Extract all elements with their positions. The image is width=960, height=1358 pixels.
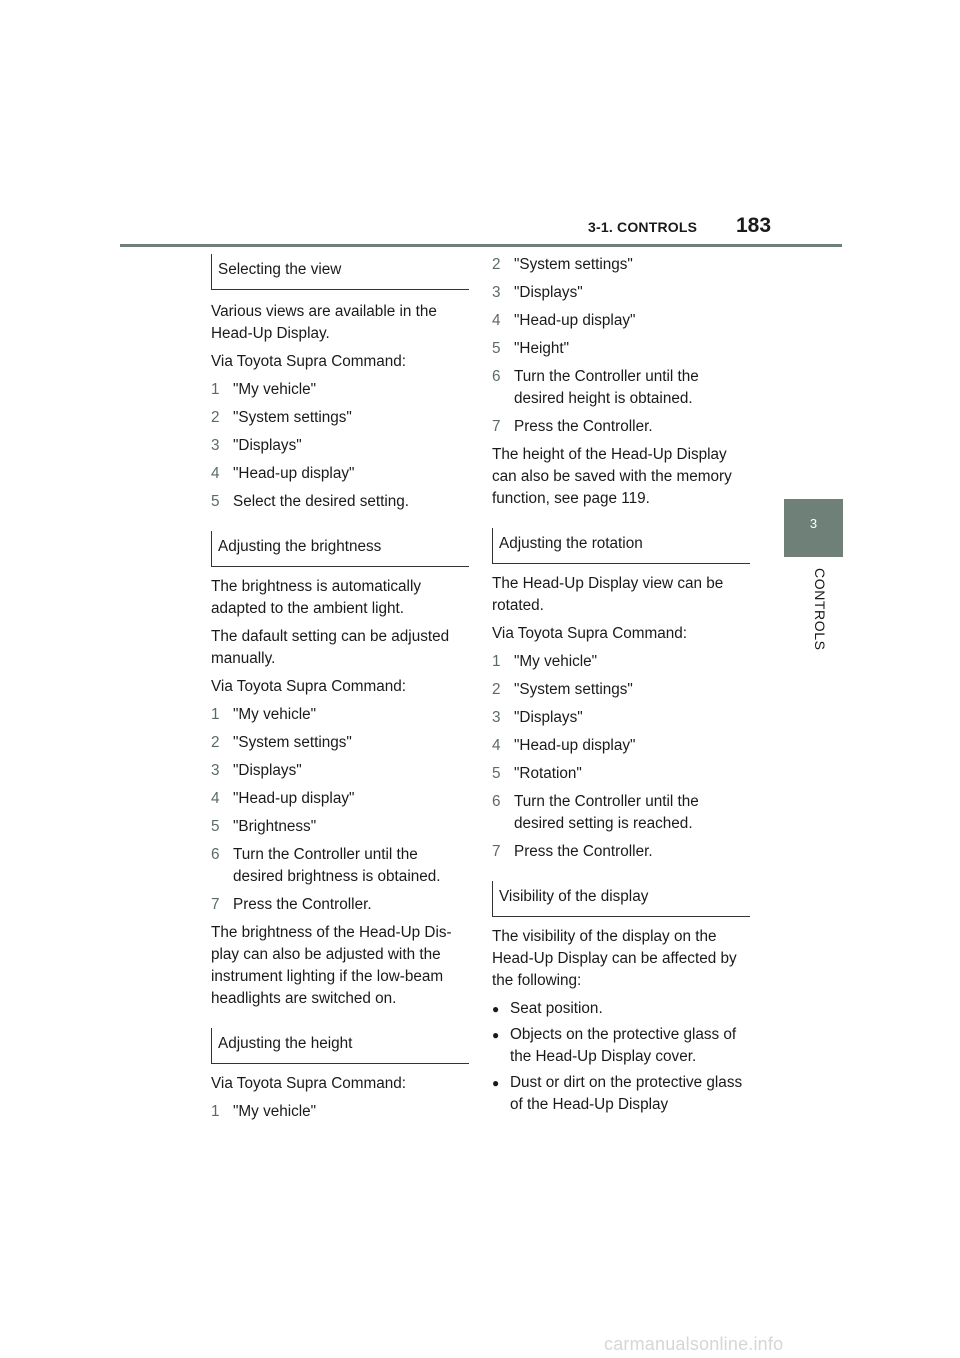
page-number: 183: [736, 214, 772, 237]
section-heading-brightness: Adjusting the brightness: [211, 531, 469, 567]
step-text: "Head-up display": [514, 737, 636, 754]
section-heading-height: Adjusting the height: [211, 1028, 469, 1064]
step-item: [492, 310, 750, 332]
step-text: Press the Controller.: [514, 418, 653, 435]
step-item: [492, 735, 750, 757]
step-text: "Rotation": [514, 765, 582, 782]
bullet-item: [492, 1072, 750, 1116]
step-item: [492, 254, 750, 276]
paragraph: Various views are available in the Head-Up Display.: [211, 303, 437, 342]
step-number: 5: [211, 818, 220, 835]
step-number: 2: [211, 409, 220, 426]
paragraph: The visibility of the display on the Head-Up Display can be affected by the following:: [492, 928, 737, 989]
step-text: "My vehicle": [233, 706, 317, 723]
step-item: [492, 791, 750, 835]
step-number: 5: [211, 493, 220, 510]
step-text: "Displays": [233, 437, 302, 454]
chapter-label: CONTROLS: [812, 568, 828, 651]
step-text: "Displays": [233, 762, 302, 779]
step-text: Press the Controller.: [233, 896, 372, 913]
bullet-item: [492, 998, 750, 1020]
paragraph: The dafault setting can be adjusted manually.: [211, 628, 450, 667]
bullet-text: Seat position.: [510, 1000, 603, 1017]
paragraph: Via Toyota Supra Command:: [492, 625, 688, 642]
step-number: 2: [211, 734, 220, 751]
step-list-height-continued: [492, 254, 750, 438]
step-text: Select the desired setting.: [233, 493, 410, 510]
step-item: [492, 416, 750, 438]
step-item: [492, 841, 750, 863]
step-item: [492, 679, 750, 701]
step-number: 6: [492, 793, 501, 810]
step-number: 1: [492, 653, 501, 670]
step-item: [211, 816, 469, 838]
step-number: 7: [211, 896, 220, 913]
step-text: Press the Controller.: [514, 843, 653, 860]
step-number: 4: [211, 790, 220, 807]
header-section-title: 3-1. CONTROLS: [588, 219, 698, 235]
step-number: 7: [492, 418, 501, 435]
left-column: [211, 254, 469, 1129]
step-text: "My vehicle": [233, 381, 317, 398]
step-text: "System settings": [233, 409, 352, 426]
chapter-tab: [784, 499, 843, 557]
step-list-view: [211, 379, 469, 513]
step-number: 3: [492, 284, 501, 301]
step-text: "System settings": [514, 256, 633, 273]
step-text: "My vehicle": [233, 1103, 317, 1120]
step-number: 3: [211, 762, 220, 779]
step-number: 4: [211, 465, 220, 482]
step-text: "Displays": [514, 284, 583, 301]
paragraph: Via Toyota Supra Command:: [211, 678, 407, 695]
step-number: 4: [492, 312, 501, 329]
step-item: [211, 491, 469, 513]
bullet-icon: ●: [492, 1002, 500, 1016]
step-item: [492, 338, 750, 360]
paragraph: The brightness of the Head-Up Dis-play can also be adjusted with the instrument lighting if the low-beam headlights are switched on.: [211, 924, 452, 1007]
step-item: [492, 366, 750, 410]
step-item: [211, 760, 469, 782]
step-number: 4: [492, 737, 501, 754]
section-heading-visibility: Visibility of the display: [492, 881, 750, 917]
step-text: Turn the Controller until the desired setting is reached.: [514, 793, 699, 832]
bullet-list-visibility: [492, 998, 750, 1116]
step-number: 1: [211, 381, 220, 398]
step-item: [211, 788, 469, 810]
bullet-item: [492, 1024, 750, 1068]
step-text: "System settings": [233, 734, 352, 751]
step-text: "My vehicle": [514, 653, 598, 670]
step-item: [211, 894, 469, 916]
step-list-brightness: [211, 704, 469, 916]
paragraph: Via Toyota Supra Command:: [211, 1075, 407, 1092]
step-text: "Brightness": [233, 818, 317, 835]
right-column: [492, 254, 750, 1120]
step-item: [211, 732, 469, 754]
step-text: "Head-up display": [514, 312, 636, 329]
step-number: 3: [492, 709, 501, 726]
section-heading-view: Selecting the view: [211, 254, 469, 290]
step-number: 7: [492, 843, 501, 860]
paragraph: The height of the Head-Up Display can also be saved with the memory function, see page 119.: [492, 446, 732, 507]
step-number: 1: [211, 706, 220, 723]
step-item: [492, 651, 750, 673]
step-item: [211, 463, 469, 485]
step-number: 3: [211, 437, 220, 454]
bullet-text: Objects on the protective glass of the Head-Up Display cover.: [510, 1026, 737, 1065]
step-item: [492, 763, 750, 785]
step-number: 6: [492, 368, 501, 385]
step-item: [211, 704, 469, 726]
step-number: 5: [492, 340, 501, 357]
step-text: "Head-up display": [233, 465, 355, 482]
step-text: "Head-up display": [233, 790, 355, 807]
paragraph: The brightness is automatically adapted to the ambient light.: [211, 578, 422, 617]
watermark: carmanualsonline.info: [604, 1334, 784, 1354]
step-text: Turn the Controller until the desired height is obtained.: [514, 368, 699, 407]
bullet-icon: ●: [492, 1028, 500, 1042]
chapter-number: 3: [809, 516, 818, 531]
step-list-height: [211, 1101, 469, 1123]
step-item: [492, 707, 750, 729]
header-rule: [120, 244, 842, 247]
step-text: "Height": [514, 340, 570, 357]
step-item: [211, 379, 469, 401]
step-number: 2: [492, 681, 501, 698]
step-number: 1: [211, 1103, 220, 1120]
step-number: 6: [211, 846, 220, 863]
step-item: [211, 844, 469, 888]
step-item: [492, 282, 750, 304]
bullet-text: Dust or dirt on the protective glass of the Head-Up Display: [510, 1074, 743, 1113]
step-item: [211, 435, 469, 457]
bullet-icon: ●: [492, 1076, 500, 1090]
step-text: "Displays": [514, 709, 583, 726]
step-item: [211, 1101, 469, 1123]
step-text: Turn the Controller until the desired brightness is obtained.: [233, 846, 441, 885]
step-number: 5: [492, 765, 501, 782]
step-item: [211, 407, 469, 429]
step-number: 2: [492, 256, 501, 273]
paragraph: The Head-Up Display view can be rotated.: [492, 575, 724, 614]
step-list-rotation: [492, 651, 750, 863]
paragraph: Via Toyota Supra Command:: [211, 353, 407, 370]
step-text: "System settings": [514, 681, 633, 698]
section-heading-rotation: Adjusting the rotation: [492, 528, 750, 564]
